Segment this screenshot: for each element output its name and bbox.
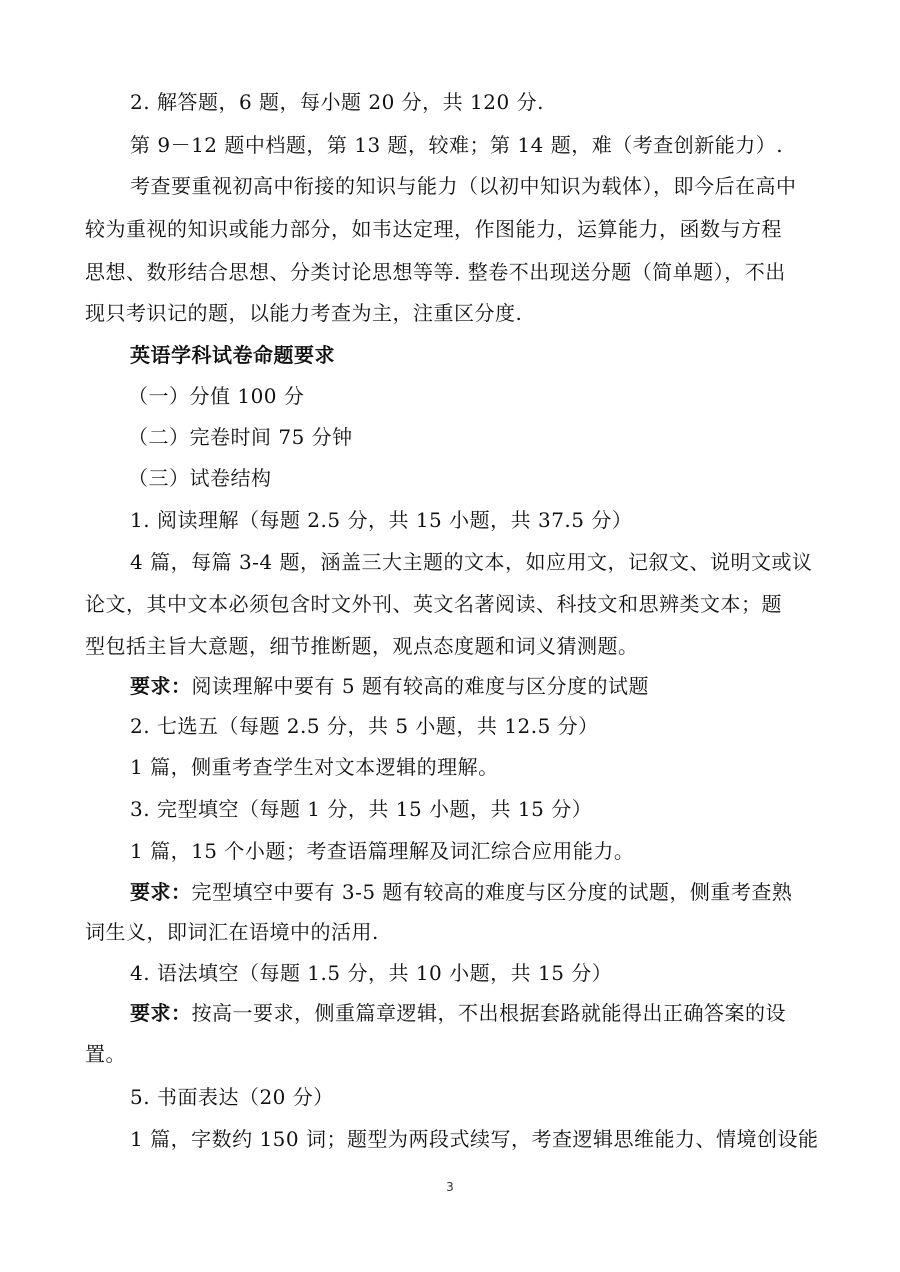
seven-title: 2. 七选五（每题 2.5 分，共 5 小题，共 12.5 分） — [130, 714, 599, 738]
english-heading: 英语学科试卷命题要求 — [130, 343, 335, 367]
math-focus-line-2: 较为重视的知识或能力部分，如韦达定理，作图能力，运算能力，函数与方程 — [85, 217, 782, 241]
reading-desc-line-2: 论文，其中文本必须包含时文外刊、英文名著阅读、科技文和思辨类文本；题 — [85, 592, 782, 616]
requirement-label: 要求： — [130, 880, 192, 904]
english-structure: （三）试卷结构 — [128, 466, 272, 490]
writing-desc: 1 篇，字数约 150 词；题型为两段式续写，考查逻辑思维能力、情境创设能 — [130, 1127, 819, 1151]
grammar-requirement — [130, 999, 786, 1027]
math-focus-line-3: 思想、数形结合思想、分类讨论思想等等. 整卷不出现送分题（简单题），不出 — [85, 260, 786, 284]
reading-requirement — [130, 672, 649, 700]
english-score: （一）分值 100 分 — [128, 384, 305, 408]
requirement-label: 要求： — [130, 674, 192, 698]
math-focus-line-4: 现只考识记的题，以能力考查为主，注重区分度. — [85, 301, 523, 325]
reading-title: 1. 阅读理解（每题 2.5 分，共 15 小题，共 37.5 分） — [130, 508, 633, 532]
reading-desc-line-3: 型包括主旨大意题，细节推断题，观点态度题和词义猜测题。 — [85, 634, 639, 658]
cloze-requirement-line-2: 词生义，即词汇在语境中的活用. — [85, 920, 379, 944]
cloze-requirement-text: 完型填空中要有 3-5 题有较高的难度与区分度的试题，侧重考查熟 — [191, 880, 793, 904]
reading-desc-line-1: 4 篇，每篇 3-4 题，涵盖三大主题的文本，如应用文，记叙文、说明文或议 — [130, 550, 813, 574]
grammar-requirement-text: 按高一要求，侧重篇章逻辑，不出根据套路就能得出正确答案的设 — [191, 1001, 786, 1025]
seven-desc: 1 篇，侧重考查学生对文本逻辑的理解。 — [130, 755, 499, 779]
reading-requirement-text: 阅读理解中要有 5 题有较高的难度与区分度的试题 — [191, 674, 649, 698]
page-number: 3 — [446, 1180, 454, 1194]
writing-title: 5. 书面表达（20 分） — [130, 1085, 334, 1109]
requirement-label: 要求： — [130, 1001, 192, 1025]
cloze-desc: 1 篇，15 个小题；考查语篇理解及词汇综合应用能力。 — [130, 839, 635, 863]
grammar-title: 4. 语法填空（每题 1.5 分，共 10 小题，共 15 分） — [130, 961, 613, 985]
english-time: （二）完卷时间 75 分钟 — [128, 425, 353, 449]
math-difficulty: 第 9－12 题中档题，第 13 题，较难；第 14 题，难（考查创新能力）. — [130, 133, 784, 157]
math-focus-line-1: 考查要重视初高中衔接的知识与能力（以初中知识为载体），即今后在高中 — [130, 174, 797, 198]
cloze-title: 3. 完型填空（每题 1 分，共 15 小题，共 15 分） — [130, 797, 593, 821]
grammar-requirement-line-2: 置。 — [85, 1042, 126, 1066]
math-item2: 2. 解答题，6 题，每小题 20 分，共 120 分. — [130, 90, 544, 114]
cloze-requirement — [130, 878, 792, 906]
